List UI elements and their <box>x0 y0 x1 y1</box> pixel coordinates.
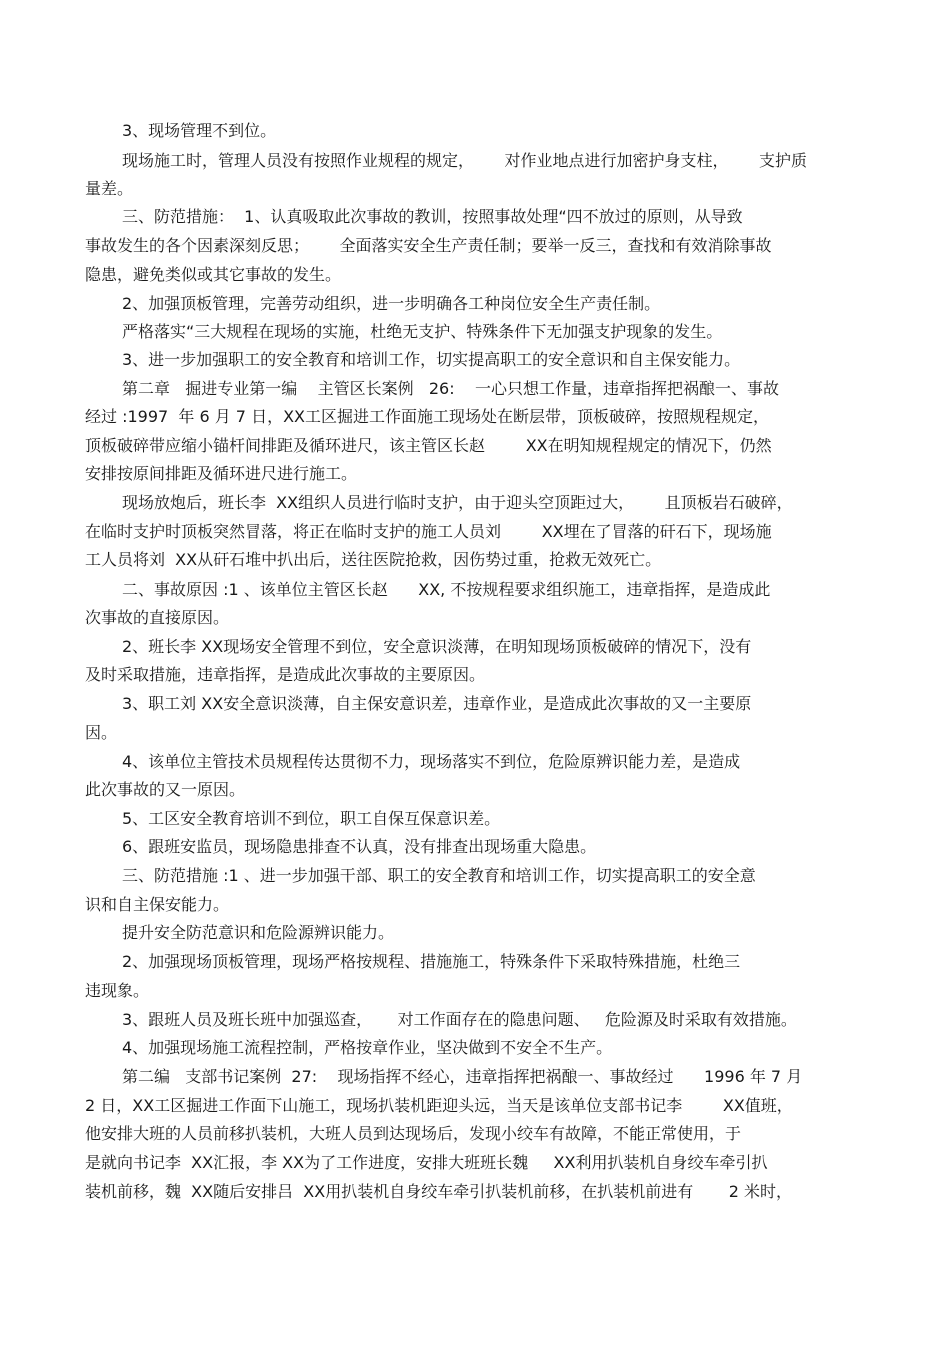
text-line: 第二章 掘进专业第一编 主管区长案例 26: 一心只想工作量，违章指挥把祸酿一、事故 <box>122 379 779 398</box>
text-line: 提升安全防范意识和危险源辨识能力。 <box>122 923 395 942</box>
text-line: 6、跟班安监员，现场隐患排查不认真，没有排查出现场重大隐患。 <box>122 837 597 856</box>
text-line: 隐患，避免类似或其它事故的发生。 <box>85 265 342 284</box>
text-line: 3、职工刘 XX安全意识淡薄，自主保安意识差，违章作业，是造成此次事故的又一主要原 <box>122 694 752 713</box>
text-line: 2 日，XX工区掘进工作面下山施工，现场扒装机距迎头远，当天是该单位支部书记李 XX值班， <box>85 1096 793 1115</box>
text-line: 因。 <box>85 723 118 742</box>
text-line: 他安排大班的人员前移扒装机，大班人员到达现场后，发现小绞车有故障，不能正常使用，于 <box>85 1124 742 1143</box>
text-line: 顶板破碎带应缩小锚杆间排距及循环进尺，该主管区长赵 XX在明知规程规定的情况下，仍然 <box>85 436 772 455</box>
text-line: 量差。 <box>85 179 134 198</box>
text-line: 4、加强现场施工流程控制，严格按章作业，坚决做到不安全不生产。 <box>122 1038 613 1057</box>
text-line: 3、进一步加强职工的安全教育和培训工作，切实提高职工的安全意识和自主保安能力。 <box>122 350 741 369</box>
text-line: 经过 :1997 年 6 月 7 日，XX工区掘进工作面施工现场处在断层带，顶板破碎，按照规程规定， <box>85 407 769 426</box>
text-line: 2、加强现场顶板管理，现场严格按规程、措施施工，特殊条件下采取特殊措施，杜绝三 <box>122 952 741 971</box>
text-line: 次事故的直接原因。 <box>85 608 230 627</box>
text-line: 及时采取措施，违章指挥，是造成此次事故的主要原因。 <box>85 665 486 684</box>
text-line: 严格落实“三大规程在现场的实施，杜绝无支护、特殊条件下无加强支护现象的发生。 <box>122 322 723 341</box>
text-line: 是就向书记李 XX汇报，李 XX为了工作进度，安排大班班长魏 XX利用扒装机自身绞车牵引扒 <box>85 1153 768 1172</box>
text-line: 违现象。 <box>85 981 150 1000</box>
text-line: 此次事故的又一原因。 <box>85 780 246 799</box>
text-line: 现场放炮后，班长李 XX组织人员进行临时支护，由于迎头空顶距过大， 且顶板岩石破碎， <box>122 493 793 512</box>
text-line: 2、加强顶板管理，完善劳动组织，进一步明确各工种岗位安全生产责任制。 <box>122 294 661 313</box>
text-line: 安排按原间排距及循环进尺进行施工。 <box>85 464 358 483</box>
text-line: 二、事故原因 :1 、该单位主管区长赵 XX, 不按规程要求组织施工，违章指挥，是造成此 <box>122 580 771 599</box>
text-line: 三、防范措施 :1 、进一步加强干部、职工的安全教育和培训工作，切实提高职工的安全意 <box>122 866 756 885</box>
text-line: 工人员将刘 XX从矸石堆中扒出后，送往医院抢救，因伤势过重，抢救无效死亡。 <box>85 550 662 569</box>
text-line: 现场施工时，管理人员没有按照作业规程的规定， 对作业地点进行加密护身支柱， 支护质 <box>122 151 808 170</box>
text-line: 3、跟班人员及班长班中加强巡查， 对工作面存在的隐患问题、 危险源及时采取有效措施。 <box>122 1010 797 1029</box>
text-line: 5、工区安全教育培训不到位，职工自保互保意识差。 <box>122 809 501 828</box>
text-line: 2、班长李 XX现场安全管理不到位，安全意识淡薄，在明知现场顶板破碎的情况下，没有 <box>122 637 752 656</box>
text-line: 事故发生的各个因素深刻反思； 全面落实安全生产责任制；要举一反三，查找和有效消除事故 <box>85 236 772 255</box>
text-line: 装机前移，魏 XX随后安排吕 XX用扒装机自身绞车牵引扒装机前移，在扒装机前进有 2 米时， <box>85 1182 793 1201</box>
text-line: 3、现场管理不到位。 <box>122 121 277 140</box>
text-line: 识和自主保安能力。 <box>85 895 230 914</box>
text-line: 第二编 支部书记案例 27: 现场指挥不经心，违章指挥把祸酿一、事故经过 1996 年 7 月 <box>122 1067 803 1086</box>
text-line: 三、防范措施： 1、认真吸取此次事故的教训，按照事故处理“四不放过的原则，从导致 <box>122 207 743 226</box>
text-line: 在临时支护时顶板突然冒落，将正在临时支护的施工人员刘 XX埋在了冒落的矸石下，现场施 <box>85 522 772 541</box>
text-line: 4、该单位主管技术员规程传达贯彻不力，现场落实不到位，危险原辨识能力差，是造成 <box>122 752 741 771</box>
